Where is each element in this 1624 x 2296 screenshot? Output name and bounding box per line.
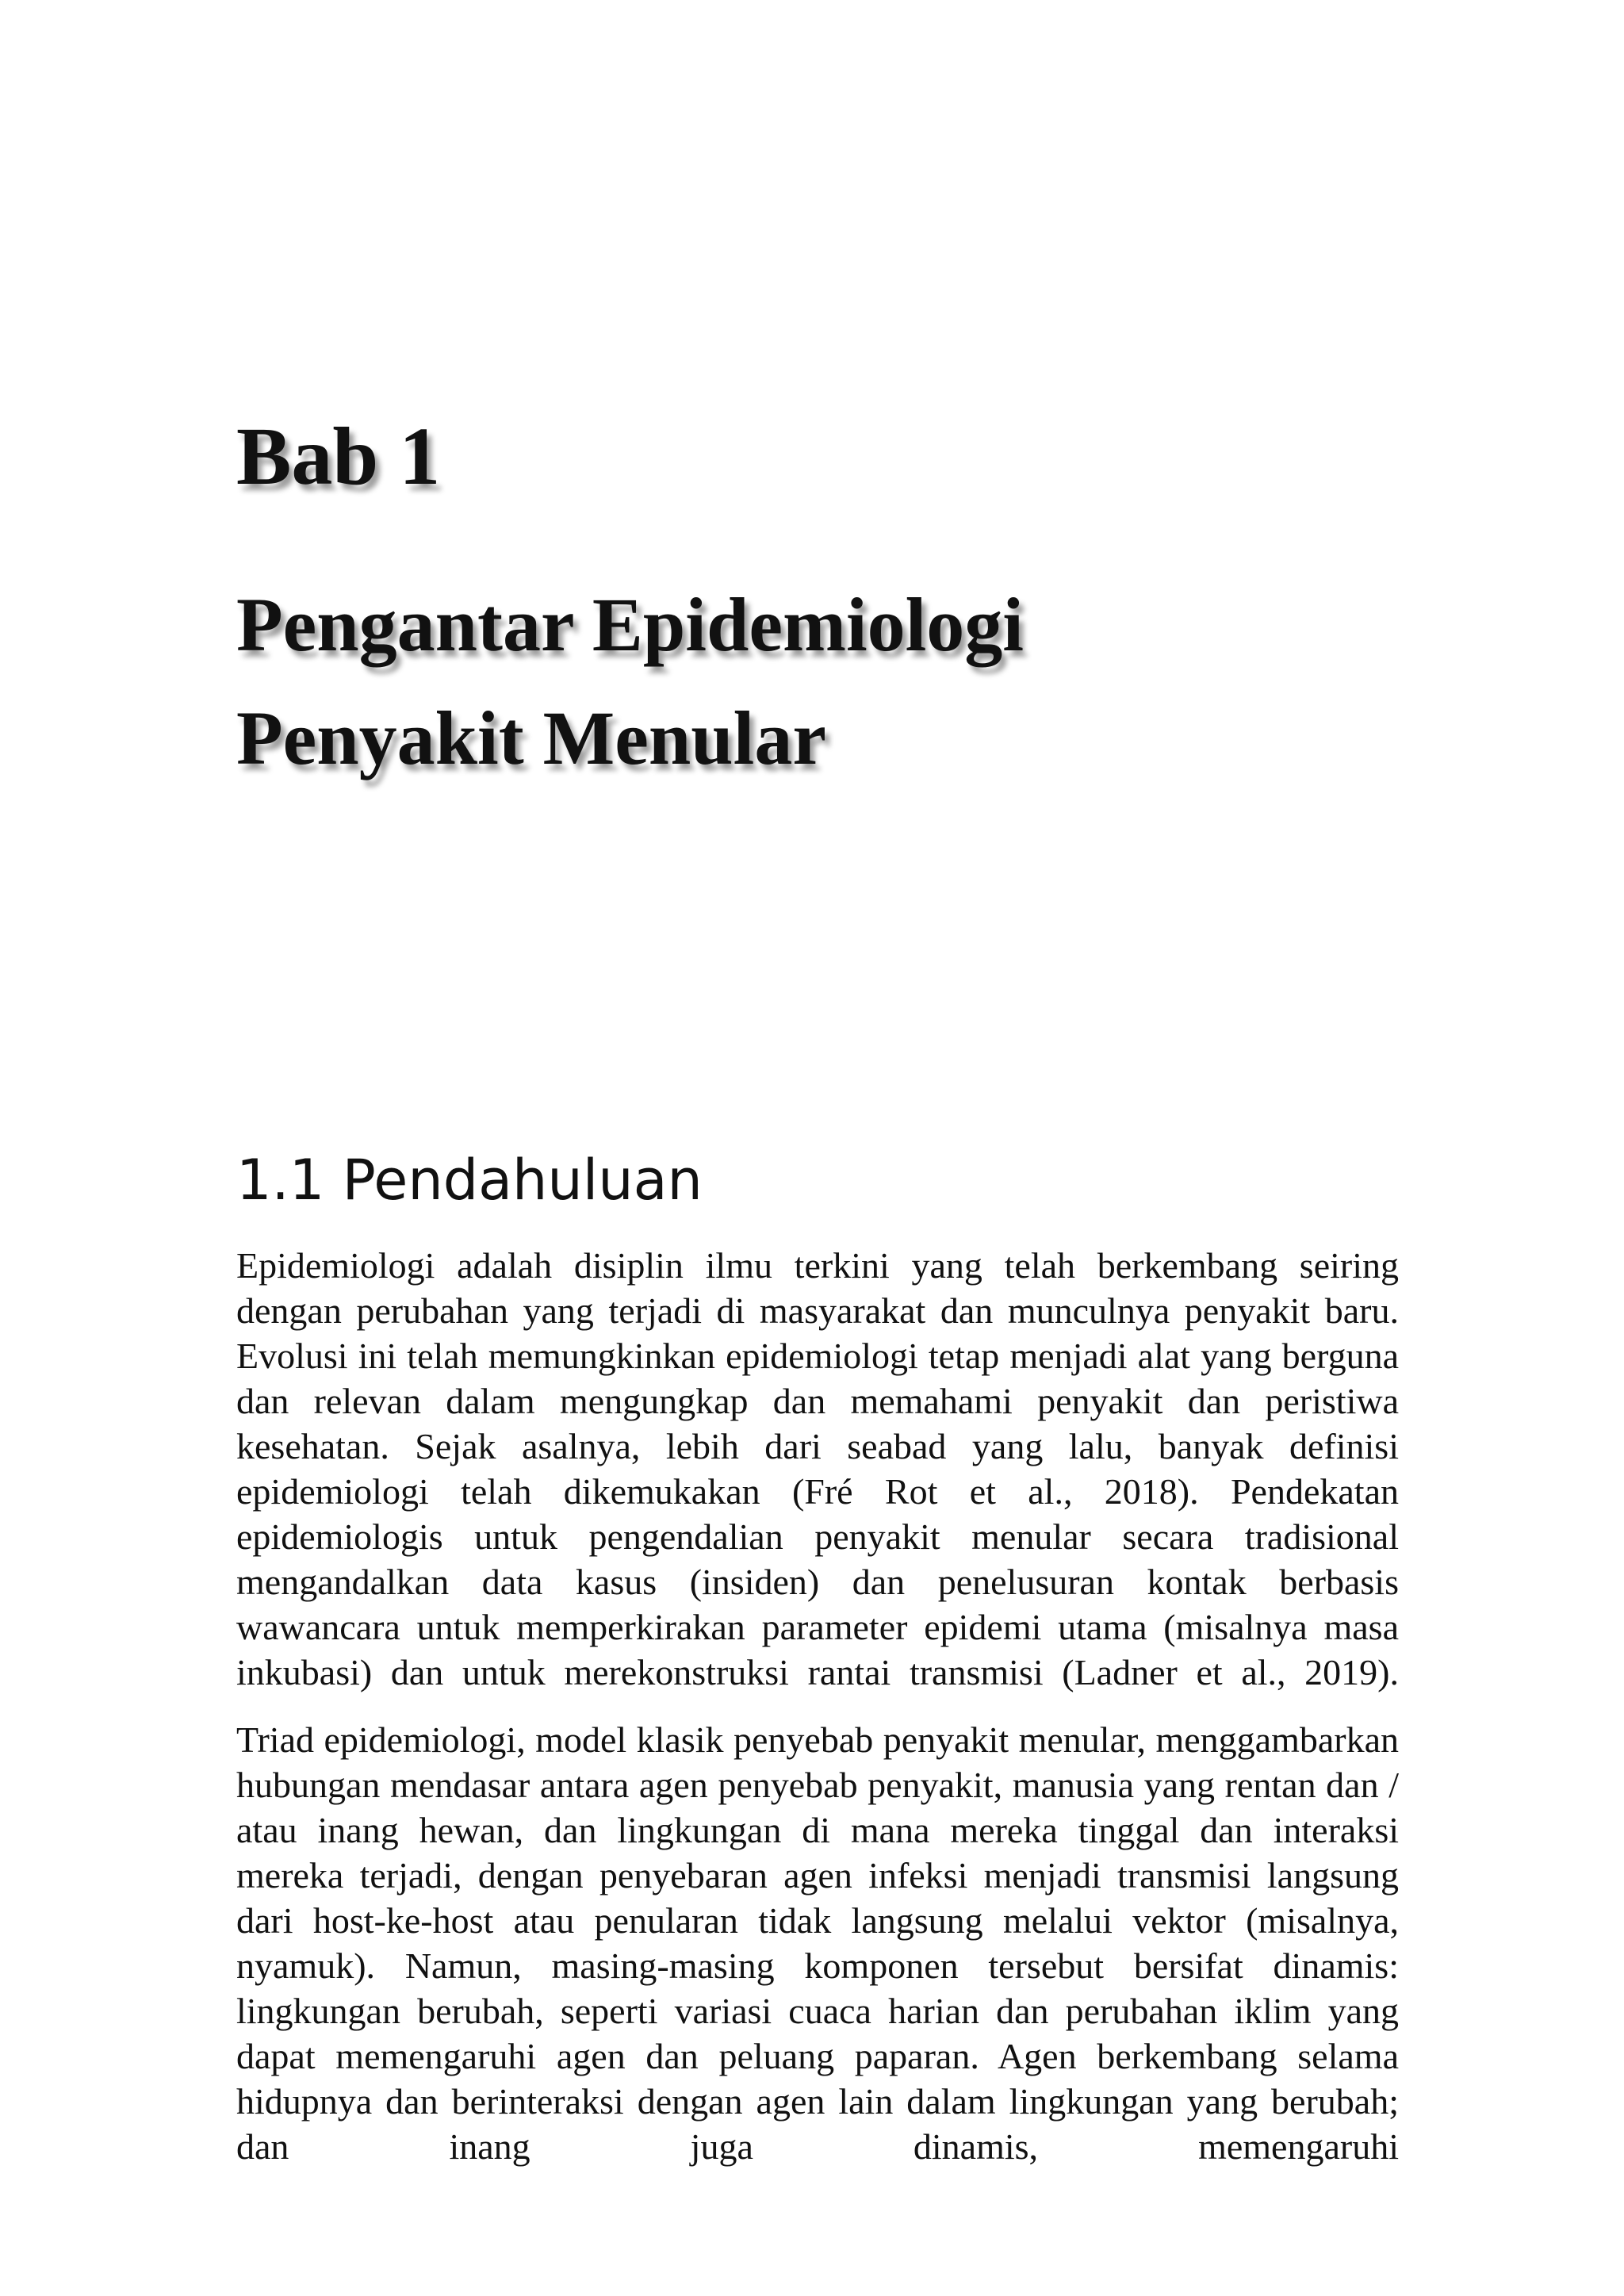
chapter-title <box>236 568 1024 795</box>
section-heading: 1.1 Pendahuluan <box>236 1148 703 1213</box>
paragraph-1: Epidemiologi adalah disiplin ilmu terkini yang telah berkembang seiring dengan perubahan yang terjadi di masyarakat dan munculnya penyakit baru. Evolusi ini telah memungkinkan epidemiologi tetap menjadi alat yang berguna dan relevan dalam mengungkap dan memahami penyakit dan peristiwa kesehatan. Sejak asalnya, lebih dari seabad yang lalu, banyak definisi epidemiologi telah dikemukakan (Fré Rot et al., 2018). Pendekatan epidemiologis untuk pengendalian penyakit menular secara tradisional mengandalkan data kasus (insiden) dan penelusuran kontak berbasis wawancara untuk memperkirakan parameter epidemi utama (misalnya masa inkubasi) dan untuk merekonstruksi rantai transmisi (Ladner et al., 2019). <box>236 1245 1399 1692</box>
paragraph-2: Triad epidemiologi, model klasik penyebab penyakit menular, menggambarkan hubungan mendasar antara agen penyebab penyakit, manusia yang rentan dan / atau inang hewan, dan lingkungan di mana mereka tinggal dan interaksi mereka terjadi, dengan penyebaran agen infeksi menjadi transmisi langsung dari host-ke-host atau penularan tidak langsung melalui vektor (misalnya, nyamuk). Namun, masing-masing komponen tersebut bersifat dinamis: lingkungan berubah, seperti variasi cuaca harian dan perubahan iklim yang dapat memengaruhi agen dan peluang paparan. Agen berkembang selama hidupnya dan berinteraksi dengan agen lain dalam lingkungan yang berubah; dan inang juga dinamis, memengaruhi <box>236 1719 1399 2167</box>
chapter-title-line-2: Penyakit Menular <box>236 696 826 780</box>
chapter-number: Bab 1 <box>236 411 441 502</box>
body-text <box>236 1243 1399 2169</box>
chapter-title-line-1: Pengantar Epidemiologi <box>236 582 1024 667</box>
